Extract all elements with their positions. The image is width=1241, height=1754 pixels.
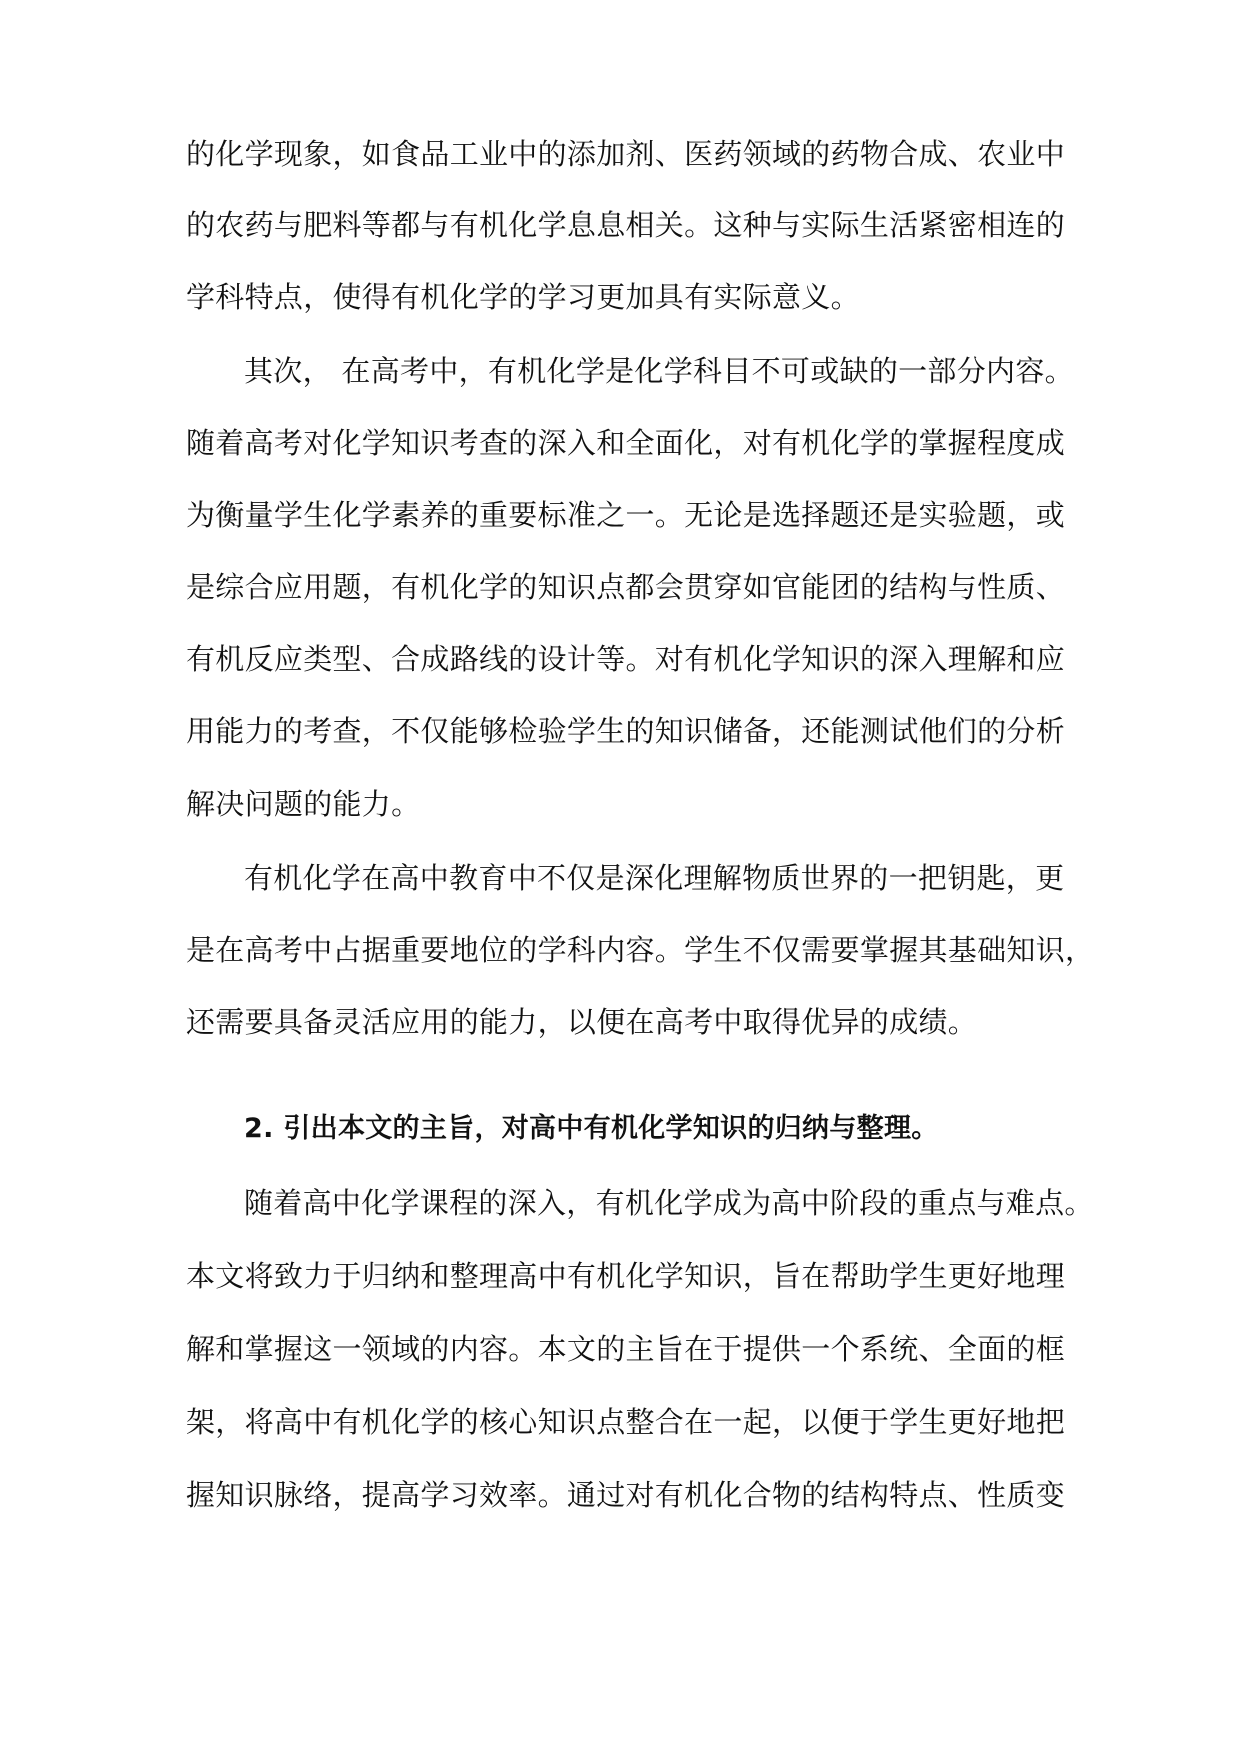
body-text-line: 架，将高中有机化学的核心知识点整合在一起，以便于学生更好地把 [186, 1405, 1066, 1439]
body-text-line: 本文将致力于归纳和整理高中有机化学知识，旨在帮助学生更好地理 [186, 1259, 1066, 1293]
paragraph-first-line: 随着高中化学课程的深入，有机化学成为高中阶段的重点与难点。 [244, 1186, 1094, 1220]
body-text-line: 解和掌握这一领域的内容。本文的主旨在于提供一个系统、全面的框 [186, 1332, 1066, 1366]
body-text-line: 随着高考对化学知识考查的深入和全面化，对有机化学的掌握程度成 [186, 426, 1066, 460]
paragraph-first-line: 其次， 在高考中，有机化学是化学科目不可或缺的一部分内容。 [244, 354, 1074, 388]
body-text-line: 还需要具备灵活应用的能力，以便在高考中取得优异的成绩。 [186, 1005, 978, 1039]
body-text-line: 是在高考中占据重要地位的学科内容。学生不仅需要掌握其基础知识， [186, 933, 1095, 967]
body-text-line: 的农药与肥料等都与有机化学息息相关。这种与实际生活紧密相连的 [186, 208, 1066, 242]
section-heading: 2. 引出本文的主旨，对高中有机化学知识的归纳与整理。 [244, 1113, 939, 1144]
body-text-line: 解决问题的能力。 [186, 787, 421, 821]
body-text-line: 的化学现象，如食品工业中的添加剂、医药领域的药物合成、农业中 [186, 137, 1066, 171]
body-text-line: 学科特点，使得有机化学的学习更加具有实际意义。 [186, 280, 860, 314]
body-text-line: 是综合应用题，有机化学的知识点都会贯穿如官能团的结构与性质、 [186, 570, 1066, 604]
body-text-line: 用能力的考查，不仅能够检验学生的知识储备，还能测试他们的分析 [186, 714, 1066, 748]
paragraph-first-line: 有机化学在高中教育中不仅是深化理解物质世界的一把钥匙，更 [244, 861, 1065, 895]
body-text-line: 为衡量学生化学素养的重要标准之一。无论是选择题还是实验题，或 [186, 498, 1066, 532]
body-text-line: 握知识脉络，提高学习效率。通过对有机化合物的结构特点、性质变 [186, 1478, 1066, 1512]
body-text-line: 有机反应类型、合成路线的设计等。对有机化学知识的深入理解和应 [186, 642, 1066, 676]
